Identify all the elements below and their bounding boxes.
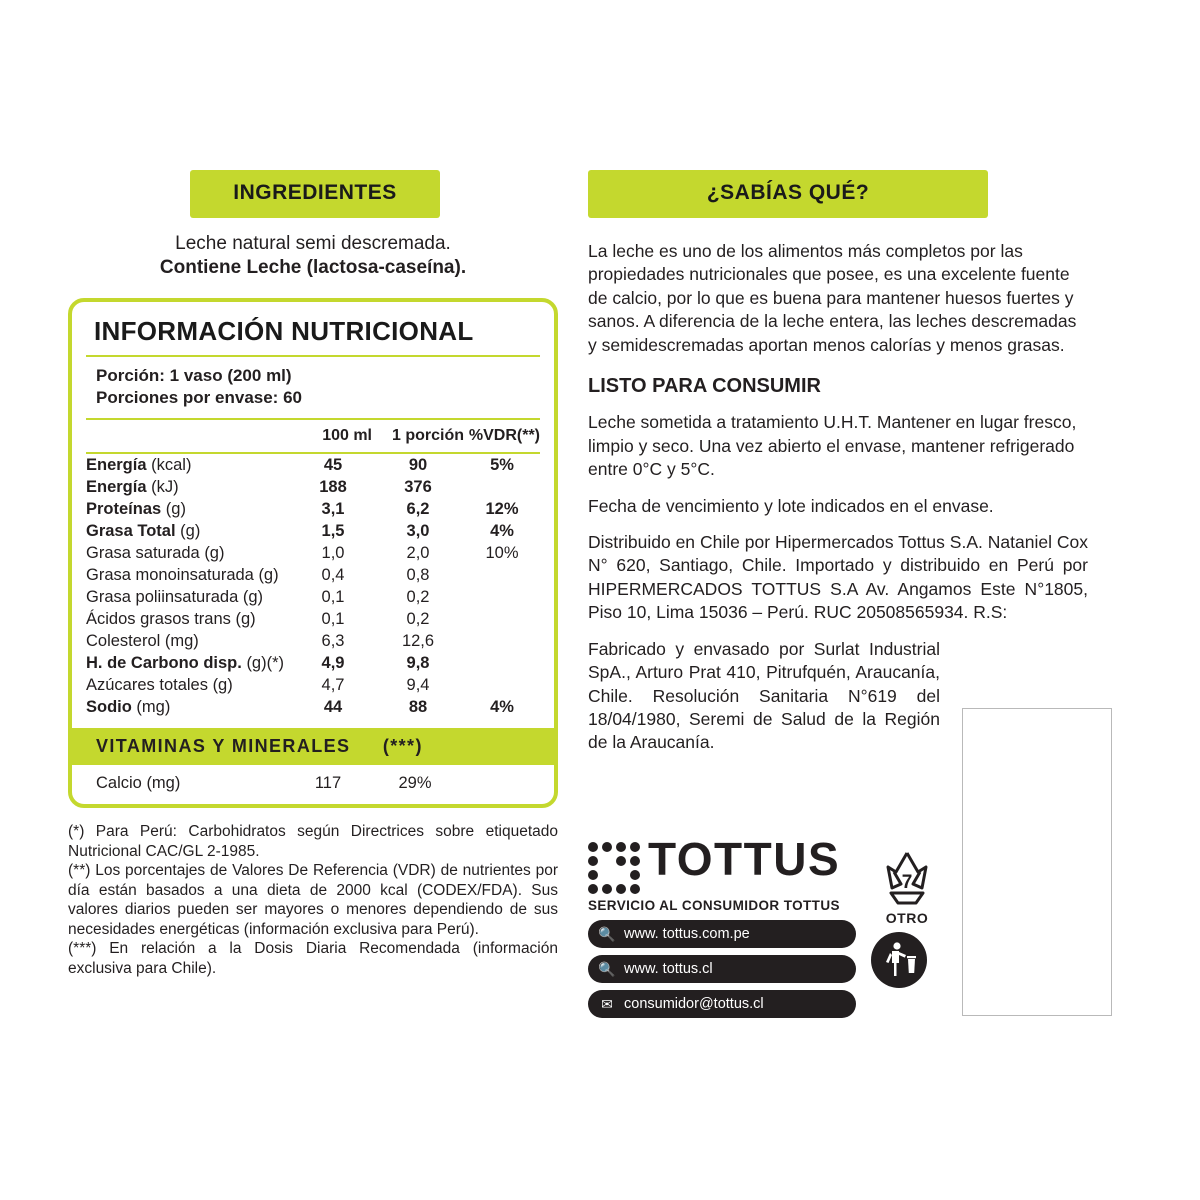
nutrient-value-vdr: 4% (490, 521, 514, 540)
logo-dot (630, 842, 640, 852)
vitamin-row-label (86, 773, 288, 794)
nutrition-inner (86, 355, 540, 719)
nutrient-value-vdr (464, 476, 540, 498)
portion-size-text: Porción: 1 vaso (200 ml) (96, 365, 292, 385)
table-row (86, 453, 540, 476)
table-row (86, 542, 540, 564)
ingredients-banner: INGREDIENTES (190, 170, 440, 218)
nutrient-value-100ml: 0,1 (321, 587, 345, 606)
table-row (86, 586, 540, 608)
col-header-100ml: 100 ml (294, 420, 372, 453)
nutrient-unit: (g) (212, 675, 233, 694)
nutrient-value-vdr (464, 630, 540, 652)
nutrient-row-label (86, 453, 294, 476)
nutrient-value-vdr: 4% (490, 697, 514, 716)
ready-to-drink-heading: LISTO PARA CONSUMIR (588, 375, 821, 398)
nutrient-value-portion: 6,2 (406, 499, 430, 518)
nutrient-name: Colesterol (86, 631, 165, 650)
vitamins-body (86, 765, 540, 794)
ingredients-line-2: Contiene Leche (lactosa-caseína). (159, 256, 467, 278)
bin-man-glyph-icon (871, 932, 927, 988)
col-header-blank (86, 420, 294, 453)
nutrient-value-portion: 88 (408, 697, 428, 716)
nutrient-name: Grasa poliinsaturada (86, 587, 243, 606)
nutrient-value-vdr (464, 564, 540, 586)
nutrient-value-vdr: 5% (490, 455, 514, 474)
nutrient-value-100ml: 45 (323, 455, 343, 474)
logo-dot (630, 884, 640, 894)
portions-per-pack (96, 387, 540, 410)
footnote-1: (*) Para Perú: Carbohidratos según Directrices sobre etiquetado Nutricional CAC/GL 2-1985. (68, 823, 558, 860)
nutrient-value-100ml: 4,9 (321, 653, 345, 672)
logo-dot (602, 856, 612, 866)
nutrient-row-label (86, 674, 294, 696)
mail-icon: ✉ (601, 995, 613, 1012)
nutrient-name: Grasa Total (86, 521, 181, 540)
nutrient-value-portion: 9,4 (406, 675, 430, 694)
distributor-text: Distribuido en Chile por Hipermercados Tottus S.A. Nataniel Cox N° 620, Santiago, Chile. Importado y distribuido en Perú por HIPERMERCADOS TOTTUS S.A Av. Angamos Este N°1805, Piso 10, Lima 15036 – Perú. RUC 20508565934. R.S: (588, 531, 1088, 623)
logo-dot (630, 856, 640, 866)
nutrient-unit: (g) (242, 587, 264, 606)
recycling-symbol (872, 848, 942, 926)
nutrient-row-label (86, 586, 294, 608)
consumer-service-line: SERVICIO AL CONSUMIDOR TOTTUS (588, 898, 840, 913)
table-row (86, 476, 540, 498)
nutrient-value-portion: 12,6 (401, 631, 435, 650)
vitamins-band (72, 728, 554, 765)
nutrient-name: H. de Carbono disp. (86, 653, 247, 672)
tottus-dots-icon (588, 842, 640, 894)
footnotes (68, 822, 558, 978)
footnote-2: (**) Los porcentajes de Valores De Referencia (VDR) de nutrientes por día están basados a una dieta de 2000 kcal (CODEX/FDA). Sus valores diarios pueden ser mayores o menores dependiendo de sus necesidades energéticas (información exclusiva para Perú). (68, 862, 558, 938)
table-row (86, 630, 540, 652)
nutrient-name: Proteínas (86, 499, 166, 518)
table-row (86, 564, 540, 586)
ready-to-drink-text: Leche sometida a tratamiento U.H.T. Mantener en lugar fresco, limpio y seco. Una vez abierto el envase, mantener refrigerado entre 0°C y 5°C. (588, 412, 1077, 480)
nutrient-row-label (86, 542, 294, 564)
table-row (86, 773, 540, 794)
nutrient-name: Energía (86, 455, 152, 474)
nutrient-unit: (mg) (164, 631, 199, 650)
nutrition-table-header-row (86, 420, 540, 453)
col-header-portion: 1 porción (372, 420, 464, 453)
search-icon: 🔍 (598, 960, 616, 977)
logo-dot (588, 870, 598, 880)
nutrient-unit: (g) (235, 609, 256, 628)
vitamin-value-portion: 29% (398, 774, 432, 793)
contact-pill-email[interactable] (588, 990, 856, 1018)
nutrient-value-portion: 376 (404, 477, 432, 496)
nutrient-value-vdr (464, 652, 540, 674)
logo-dot (588, 884, 598, 894)
contact-pill-web-cl[interactable] (588, 955, 856, 983)
did-you-know-banner: ¿SABÍAS QUÉ? (588, 170, 988, 218)
nutrient-unit: (g)(*) (246, 653, 285, 672)
logo-dot (616, 870, 626, 880)
vitamins-band-title: VITAMINAS Y MINERALES (96, 736, 351, 757)
nutrient-value-100ml: 1,5 (321, 521, 345, 540)
nutrient-row-label (86, 608, 294, 630)
nutrient-value-100ml: 3,1 (321, 499, 345, 518)
portion-size (96, 365, 540, 388)
nutrient-unit: (g) (165, 499, 186, 518)
logo-dot (588, 842, 598, 852)
footnote-3: (***) En relación a la Dosis Diaria Recomendada (información exclusiva para Chile). (68, 940, 558, 977)
nutrient-name: Calcio (96, 774, 147, 793)
vitamin-value-100ml: 117 (314, 774, 342, 793)
nutrient-value-portion: 9,8 (406, 653, 430, 672)
vitamins-table (86, 773, 540, 794)
table-row (86, 498, 540, 520)
col-header-vdr: %VDR(**) (464, 420, 540, 453)
nutrient-value-100ml: 4,7 (321, 675, 345, 694)
right-column (588, 170, 1118, 755)
nutrient-value-vdr (464, 674, 540, 696)
ingredients-line-1: Leche natural semi descremada. (175, 233, 451, 254)
table-row (86, 696, 540, 718)
search-icon: 🔍 (598, 925, 616, 942)
nutrient-value-portion: 0,2 (406, 587, 430, 606)
nutrition-title: INFORMACIÓN NUTRICIONAL (94, 315, 474, 346)
nutrient-name: Ácidos grasos trans (86, 609, 236, 628)
nutrient-name: Sodio (86, 697, 137, 716)
expiry-note: Fecha de vencimiento y lote indicados en el envase. (588, 495, 994, 516)
recycle-label: OTRO (885, 910, 929, 926)
recycle-number: 7 (901, 872, 913, 893)
intro-paragraph: La leche es uno de los alimentos más completos por las propiedades nutricionales que posee, es una excelente fuente de calcio, por lo que es buena para mantener huesos fuertes y sanos. A diferencia de la leche entera, las leches descremadas y semidescremadas aportan menos calorías y menos grasas. (588, 241, 1077, 355)
nutrition-panel (68, 298, 558, 809)
nutrient-name: Grasa monoinsaturada (86, 565, 259, 584)
logo-dot (630, 870, 640, 880)
nutrient-row-label (86, 520, 294, 542)
nutrient-value-vdr: 12% (485, 499, 519, 518)
nutrient-row-label (86, 696, 294, 718)
nutrition-table (86, 420, 540, 718)
nutrient-value-portion: 2,0 (406, 543, 430, 562)
nutrient-value-100ml: 1,0 (321, 543, 345, 562)
table-row (86, 652, 540, 674)
left-column (68, 170, 558, 979)
table-row (86, 674, 540, 696)
nutrient-unit: (g) (180, 521, 201, 540)
table-row (86, 520, 540, 542)
logo-dot (588, 856, 598, 866)
nutrient-row-label (86, 564, 294, 586)
portion-block (86, 357, 540, 421)
nutrient-value-100ml: 0,4 (321, 565, 345, 584)
brand-name: TOTTUS (648, 833, 841, 885)
nutrient-unit: (mg) (136, 697, 171, 716)
nutrient-row-label (86, 630, 294, 652)
vitamin-value-vdr (462, 773, 540, 794)
nutrient-unit: (kJ) (151, 477, 179, 496)
contact-text-web-pe: www. tottus.com.pe (624, 926, 750, 942)
nutrient-value-100ml: 44 (323, 697, 343, 716)
blank-placeholder-box (962, 708, 1112, 1016)
logo-dot (602, 870, 612, 880)
nutrient-row-label (86, 498, 294, 520)
nutrient-name: Azúcares totales (86, 675, 213, 694)
vitamins-band-note: (***) (382, 736, 423, 757)
nutrient-unit: (g) (204, 543, 225, 562)
nutrient-value-vdr (464, 586, 540, 608)
logo-dot (602, 884, 612, 894)
nutrient-name: Energía (86, 477, 152, 496)
dispose-in-bin-icon (871, 932, 927, 988)
logo-dot (616, 884, 626, 894)
nutrient-value-portion: 3,0 (406, 521, 430, 540)
portions-per-pack-text: Porciones por envase: 60 (96, 388, 302, 408)
nutrient-value-vdr (464, 608, 540, 630)
nutrient-value-portion: 0,8 (406, 565, 430, 584)
nutrient-row-label (86, 476, 294, 498)
nutrient-value-portion: 90 (408, 455, 428, 474)
logo-dot (616, 842, 626, 852)
contact-text-email: consumidor@tottus.cl (624, 996, 764, 1012)
nutrient-value-vdr: 10% (485, 543, 519, 562)
table-row (86, 608, 540, 630)
contact-text-web-cl: www. tottus.cl (624, 961, 713, 977)
nutrient-value-100ml: 6,3 (321, 631, 345, 650)
logo-dot (616, 856, 626, 866)
nutrient-value-portion: 0,2 (406, 609, 430, 628)
contact-pill-web-pe[interactable] (588, 920, 856, 948)
ingredients-text (68, 232, 558, 280)
nutrient-unit: (mg) (146, 774, 181, 793)
nutrient-unit: (kcal) (151, 455, 192, 474)
manufacturer-text: Fabricado y envasado por Surlat Industrial SpA., Arturo Prat 410, Pitrufquén, Araucanía, Chile. Resolución Sanitaria N°619 del 18/04/1980, Seremi de Salud de la Región de la Araucanía. (588, 638, 940, 753)
logo-dot (602, 842, 612, 852)
nutrient-unit: (g) (258, 565, 279, 584)
nutrient-value-100ml: 188 (319, 477, 347, 496)
nutrient-name: Grasa saturada (86, 543, 205, 562)
nutrient-value-100ml: 0,1 (321, 609, 345, 628)
nutrient-row-label (86, 652, 294, 674)
